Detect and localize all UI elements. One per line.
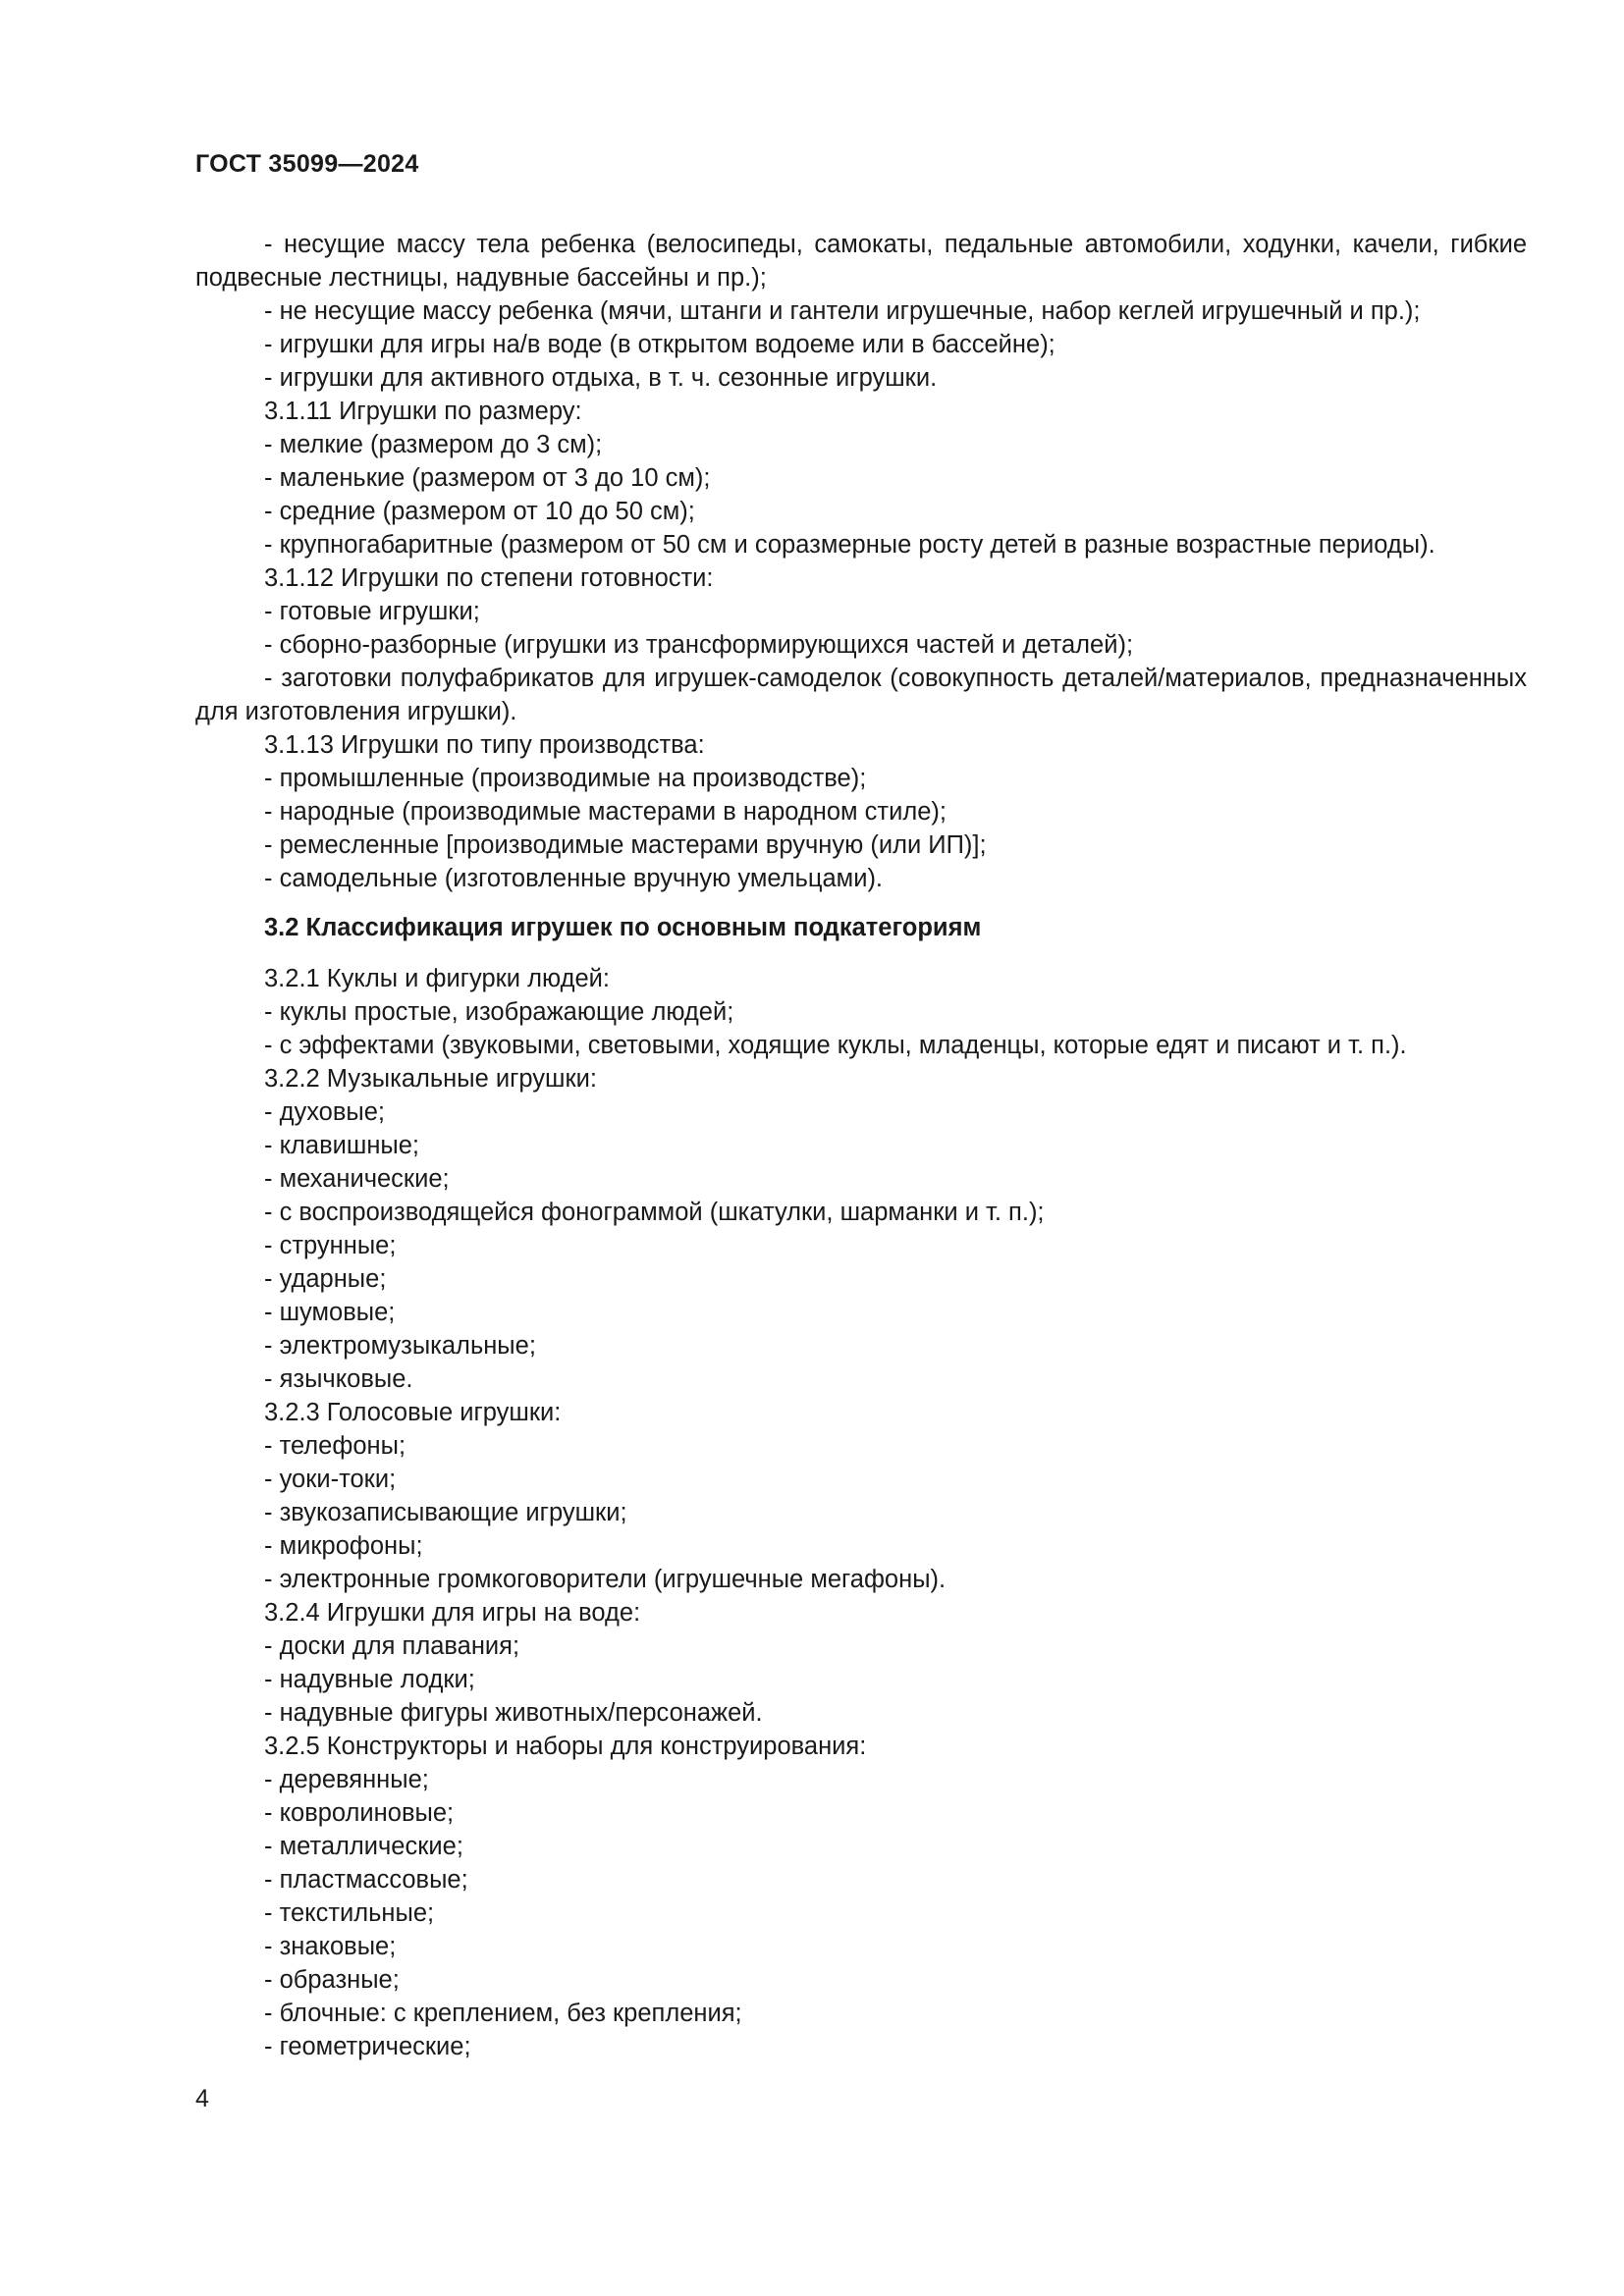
- paragraph: - самодельные (изготовленные вручную умельцами).: [264, 865, 884, 892]
- paragraph: - духовые;: [264, 1098, 385, 1126]
- paragraph-group-before: [195, 228, 1527, 895]
- paragraph: - средние (размером от 10 до 50 см);: [264, 498, 695, 525]
- paragraph: - крупногабаритные (размером от 50 см и соразмерные росту детей в разные возрастные периоды).: [264, 531, 1435, 559]
- paragraph: - струнные;: [264, 1232, 397, 1259]
- paragraph: - электронные громкоговорители (игрушечные мегафоны).: [264, 1566, 947, 1593]
- paragraph: - механические;: [264, 1165, 450, 1193]
- page-number: 4: [195, 2085, 209, 2112]
- paragraph: - клавишные;: [264, 1132, 420, 1159]
- paragraph: - телефоны;: [264, 1432, 406, 1460]
- paragraph: - деревянные;: [264, 1766, 429, 1793]
- paragraph: - блочные: с креплением, без крепления;: [264, 2000, 742, 2027]
- paragraph: - маленькие (размером от 3 до 10 см);: [264, 464, 711, 492]
- paragraph: - уоки-токи;: [264, 1466, 397, 1493]
- paragraph: 3.1.11 Игрушки по размеру:: [264, 398, 582, 425]
- paragraph: - мелкие (размером до 3 см);: [264, 431, 603, 458]
- paragraph: - знаковые;: [264, 1933, 397, 1960]
- paragraph: - сборно-разборные (игрушки из трансформирующихся частей и деталей);: [264, 631, 1134, 659]
- paragraph: 3.2.1 Куклы и фигурки людей:: [264, 965, 610, 992]
- paragraph: 3.1.12 Игрушки по степени готовности:: [264, 564, 714, 592]
- paragraph: - образные;: [264, 1966, 400, 1994]
- paragraph: - микрофоны;: [264, 1532, 423, 1560]
- paragraph: - куклы простые, изображающие людей;: [264, 998, 734, 1026]
- paragraph: - звукозаписывающие игрушки;: [264, 1499, 627, 1526]
- paragraph: - доски для плавания;: [264, 1632, 520, 1660]
- paragraph: - с эффектами (звуковыми, световыми, ходящие куклы, младенцы, которые едят и писают и т. п.).: [264, 1032, 1407, 1059]
- section-heading: 3.2 Классификация игрушек по основным подкатегориям: [264, 914, 982, 941]
- paragraph-group-after: [195, 962, 1527, 2063]
- paragraph: - ремесленные [производимые мастерами вручную (или ИП)];: [264, 831, 987, 859]
- paragraph: - игрушки для игры на/в воде (в открытом водоеме или в бассейне);: [264, 331, 1056, 358]
- paragraph: - надувные лодки;: [264, 1666, 475, 1693]
- paragraph: - ковролиновые;: [264, 1799, 455, 1827]
- paragraph: - промышленные (производимые на производстве);: [264, 765, 867, 792]
- paragraph: - несущие массу тела ребенка (велосипеды, самокаты, педальные автомобили, ходунки, качели, гибкие подвесные лестницы, надувные бассейны и пр.);: [195, 231, 1527, 292]
- paragraph: - игрушки для активного отдыха, в т. ч. сезонные игрушки.: [264, 364, 938, 392]
- paragraph: 3.1.13 Игрушки по типу производства:: [264, 731, 705, 759]
- paragraph: - ударные;: [264, 1265, 387, 1293]
- paragraph: - заготовки полуфабрикатов для игрушек-самоделок (совокупность деталей/материалов, предназначенных для изготовления игрушки).: [195, 665, 1527, 725]
- paragraph: - народные (производимые мастерами в народном стиле);: [264, 798, 947, 826]
- paragraph: - надувные фигуры животных/персонажей.: [264, 1699, 763, 1727]
- paragraph: 3.2.3 Голосовые игрушки:: [264, 1399, 562, 1426]
- paragraph: 3.2.2 Музыкальные игрушки:: [264, 1065, 597, 1093]
- paragraph: - готовые игрушки;: [264, 598, 480, 625]
- document-body: [195, 228, 1527, 2063]
- document-header: ГОСТ 35099—2024: [195, 150, 419, 178]
- paragraph: - шумовые;: [264, 1299, 396, 1326]
- paragraph: - с воспроизводящейся фонограммой (шкатулки, шарманки и т. п.);: [264, 1199, 1045, 1226]
- paragraph: - геометрические;: [264, 2033, 471, 2060]
- paragraph: - язычковые.: [264, 1365, 413, 1393]
- paragraph: 3.2.5 Конструкторы и наборы для конструирования:: [264, 1733, 867, 1760]
- paragraph: - пластмассовые;: [264, 1866, 468, 1894]
- paragraph: 3.2.4 Игрушки для игры на воде:: [264, 1599, 641, 1627]
- paragraph: - текстильные;: [264, 1899, 435, 1927]
- paragraph: - металлические;: [264, 1833, 463, 1860]
- paragraph: - не несущие массу ребенка (мячи, штанги и гантели игрушечные, набор кеглей игрушечный и пр.);: [264, 297, 1421, 325]
- paragraph: - электромузыкальные;: [264, 1332, 536, 1360]
